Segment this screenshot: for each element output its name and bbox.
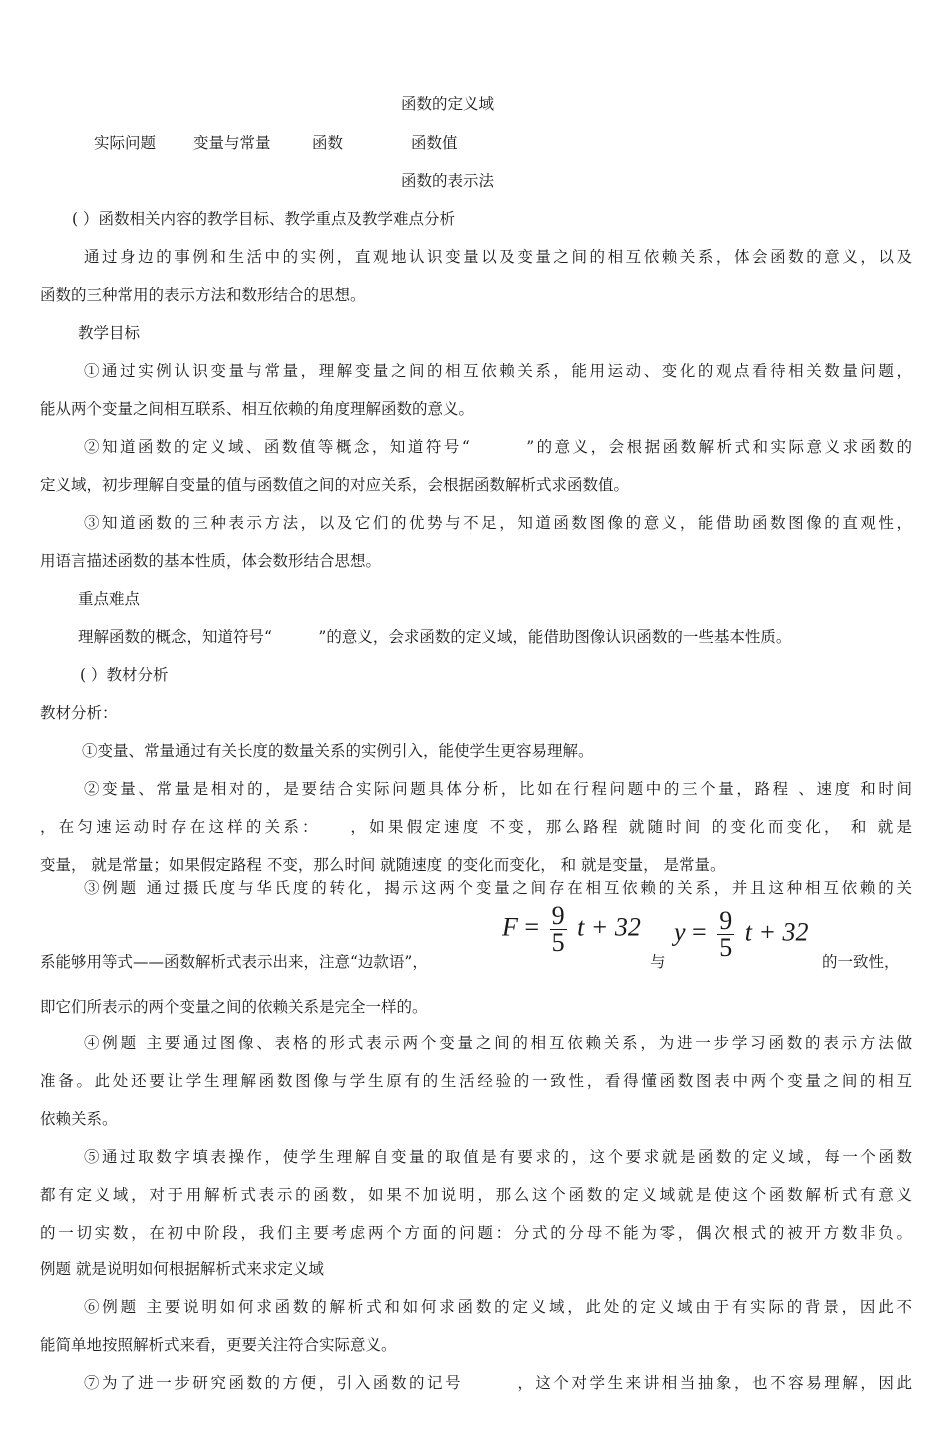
formula-f-lhs: F xyxy=(502,912,518,942)
item3-line-2b: 的一致性， xyxy=(822,953,900,971)
item6-line-2: 能简单地按照解析式来看，更要关注符合实际意义。 xyxy=(40,1336,397,1354)
item5-line-2: 都有定义域，对于用解析式表示的函数，如果不加说明，那么这个函数的定义域就是使这个函数解析式有意义 xyxy=(40,1186,912,1204)
item2-line-3: 变量， 就是常量；如果假定路程 不变，那么时间 就随速度 的变化而变化， 和 就是变量， 是常量。 xyxy=(40,856,726,874)
intro-line-1: 通过身边的事例和生活中的实例，直观地认识变量以及变量之间的相互依赖关系，体会函数的意义，以及 xyxy=(84,248,912,266)
formula-y-denominator: 5 xyxy=(719,933,733,962)
page-title: 函数的定义域 xyxy=(401,95,495,113)
key-text: 理解函数的概念，知道符号“ ”的意义，会求函数的定义域，能借助图像认识函数的一些基本性质。 xyxy=(78,628,792,646)
formula-f-rhs: t + 32 xyxy=(577,912,641,942)
item3-line-3: 即它们所表示的两个变量之间的依赖关系是完全一样的。 xyxy=(40,998,428,1016)
goals-heading: 教学目标 xyxy=(78,324,141,342)
topic-1: 实际问题 xyxy=(94,134,157,152)
section1-heading: ( ）函数相关内容的教学目标、教学重点及教学难点分析 xyxy=(72,210,455,228)
topic-4: 函数值 xyxy=(411,134,458,152)
formula-y-fraction xyxy=(717,908,734,961)
formula-y-numerator: 9 xyxy=(719,906,733,935)
item5-line-3: 的一切实数，在初中阶段，我们主要考虑两个方面的问题：分式的分母不能为零，偶次根式的被开方数非负。 xyxy=(40,1224,912,1242)
section2-heading: ( ）教材分析 xyxy=(80,666,169,684)
analysis-label: 教材分析： xyxy=(40,704,118,722)
formula-y-lhs: y xyxy=(674,917,686,947)
formula-f-numerator: 9 xyxy=(551,901,565,930)
item5-line-1: ⑤通过取数字填表操作，使学生理解自变量的取值是有要求的，这个要求就是函数的定义域，每一个函数 xyxy=(84,1148,912,1166)
item3-line-2a: 系能够用等式——函数解析式表示出来，注意“边款语”， xyxy=(40,953,428,971)
goal1-line-1: ①通过实例认识变量与常量，理解变量之间的相互依赖关系，能用运动、变化的观点看待相关数量问题， xyxy=(84,362,912,380)
item3-line-1: ③例题 通过摄氏度与华氏度的转化，揭示这两个变量之间存在相互依赖的关系，并且这种相互依赖的关 xyxy=(84,879,912,897)
item5-line-4: 例题 就是说明如何根据解析式来求定义域 xyxy=(40,1260,324,1278)
page-subtitle: 函数的表示法 xyxy=(401,172,495,190)
item1: ①变量、常量通过有关长度的数量关系的实例引入，能使学生更容易理解。 xyxy=(82,742,594,760)
key-heading: 重点难点 xyxy=(78,590,141,608)
item4-line-2: 准备。此处还要让学生理解函数图像与学生原有的生活经验的一致性，看得懂函数图表中两个变量之间的相互 xyxy=(40,1072,912,1090)
formula-connector: 与 xyxy=(650,953,666,971)
item4-line-3: 依赖关系。 xyxy=(40,1110,118,1128)
item7-line-1: ⑦为了进一步研究函数的方便，引入函数的记号 ，这个对学生来讲相当抽象，也不容易理解，因此 xyxy=(84,1374,912,1392)
goal2-line-1: ②知道函数的定义域、函数值等概念，知道符号“ ”的意义，会根据函数解析式和实际意义求函数的 xyxy=(84,438,912,456)
formula-y: y = $\frac{9}{5}$ t + 32 xyxy=(674,906,809,962)
item4-line-1: ④例题 主要通过图像、表格的形式表示两个变量之间的相互依赖关系，为进一步学习函数的表示方法做 xyxy=(84,1034,912,1052)
goal2-line-2: 定义域，初步理解自变量的值与函数值之间的对应关系，会根据函数解析式求函数值。 xyxy=(40,476,630,494)
formula-f: F = $\frac{9}{5}$ t + 32 xyxy=(502,901,641,957)
item2-line-1: ②变量、常量是相对的，是要结合实际问题具体分析，比如在行程问题中的三个量，路程 、速度 和时间 xyxy=(84,780,912,798)
item2-line-2: ，在匀速运动时存在这样的关系： ，如果假定速度 不变，那么路程 就随时间 的变化而变化， 和 就是 xyxy=(40,818,912,836)
formula-f-fraction xyxy=(550,903,567,956)
topic-2: 变量与常量 xyxy=(193,134,271,152)
goal3-line-1: ③知道函数的三种表示方法，以及它们的优势与不足，知道函数图像的意义，能借助函数图像的直观性， xyxy=(84,514,912,532)
item6-line-1: ⑥例题 主要说明如何求函数的解析式和如何求函数的定义域，此处的定义域由于有实际的背景，因此不 xyxy=(84,1298,912,1316)
formula-y-rhs: t + 32 xyxy=(744,917,809,947)
goal1-line-2: 能从两个变量之间相互联系、相互依赖的角度理解函数的意义。 xyxy=(40,400,475,418)
topic-3: 函数 xyxy=(312,134,344,152)
goal3-line-2: 用语言描述函数的基本性质，体会数形结合思想。 xyxy=(40,552,382,570)
intro-line-2: 函数的三种常用的表示方法和数形结合的思想。 xyxy=(40,286,366,304)
formula-f-denominator: 5 xyxy=(551,928,565,957)
